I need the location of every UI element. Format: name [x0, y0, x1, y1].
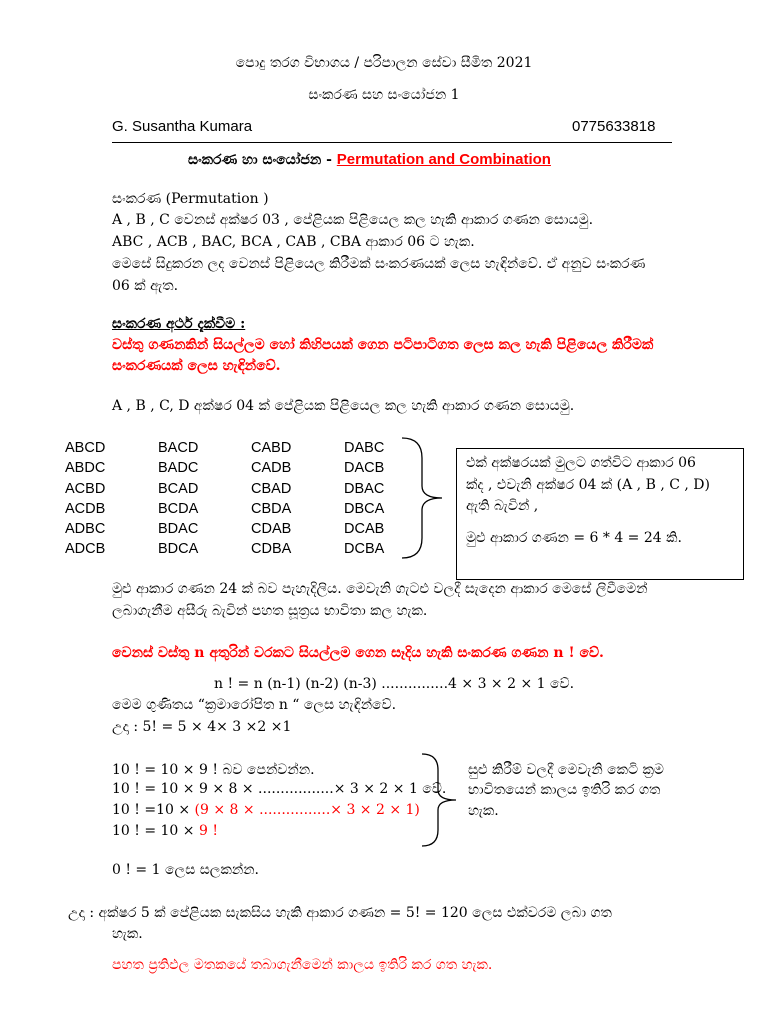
list-item: BADC: [158, 460, 199, 477]
list-item: DABC: [344, 440, 385, 456]
list-item: BDAC: [158, 521, 199, 538]
list-item: CBDA: [251, 500, 292, 517]
ten-line-3-black: 10 ! =10 ×: [112, 802, 195, 818]
list-item: CBAD: [251, 480, 292, 497]
list-item: BACD: [158, 440, 199, 456]
intro-line-1: සංකරණ (Permutation ): [112, 191, 269, 207]
list-item: ACBD: [65, 480, 106, 497]
factorial-formula: n ! = n (n-1) (n-2) (n-3) ...............4 × 3 × 2 × 1 වේ.: [214, 676, 575, 692]
definition-line-2: සංකරණයක් ලෙස හැඳින්වේ.: [112, 358, 281, 374]
example5-line-2: හැක.: [112, 926, 143, 942]
perm-column-c: [251, 438, 291, 560]
list-item: CABD: [251, 440, 292, 456]
example5-line-1: උදා : අක්ෂර 5 ක් පේළියක සැකසිය හැකි ආකාර ගණන = 5! = 120 ලෙස එක්වරම ලබා ගත: [68, 905, 612, 921]
header-divider: [112, 142, 672, 143]
permutation-rule: වෙනස් වස්තු n අතුරින් වරකට සියල්ලම ගෙන සෑදිය හැකි සංකරණ ගණන n ! වේ.: [112, 645, 604, 661]
list-item: ABDC: [65, 460, 106, 477]
heading-english: Permutation and Combination: [336, 151, 551, 168]
box-line-3: ඇති බැවින් ,: [466, 498, 539, 514]
intro-line-5: 06 ක් ඇත.: [112, 278, 179, 294]
curly-brace-icon: [418, 752, 462, 848]
box-line-2: ක්ද , එවැනි අක්ෂර 04 ක් (A , B , C , D): [466, 477, 710, 493]
footer-note: පහත ප්‍රතිඵල මතකයේ තබාගැනීමෙන් කාලය ඉතිරි කර ගත හැක.: [112, 957, 493, 973]
author-name: G. Susantha Kumara: [112, 118, 253, 135]
total-line-1: මුළු ආකාර ගණන 24 ක් බව පැහැදිලිය. මෙවැනි ගැටළු වලදී සැදෙන ආකාර මෙසේ ලිවීමෙන්: [112, 581, 648, 597]
list-item: CDBA: [251, 541, 292, 558]
list-item: BCAD: [158, 480, 199, 497]
box-line-1: එක් අක්ෂරයක් මුලට ගත්විට ආකාර 06: [466, 455, 696, 471]
ten-line-3: [112, 802, 420, 818]
intro-line-3: ABC , ACB , BAC, BCA , CAB , CBA ආකාර 06 ට හැක.: [112, 234, 475, 250]
list-item: ACDB: [65, 500, 106, 517]
note-line-2: භාවිතයෙන් කාලය ඉතිරි කර ගත: [468, 782, 661, 798]
list-item: DBCA: [344, 500, 385, 517]
curly-brace-icon: [398, 436, 448, 560]
author-phone: 0775633818: [572, 118, 656, 135]
perm-column-d: [344, 438, 384, 560]
ten-line-4: [112, 823, 218, 839]
list-item: ABCD: [65, 440, 106, 456]
perm-column-a: [65, 438, 105, 560]
list-item: DACB: [344, 460, 385, 477]
document-subtitle: සංකරණ සහ සංයෝජන 1: [308, 87, 460, 103]
list-item: ADBC: [65, 521, 106, 538]
note-line-3: හැක.: [468, 803, 499, 819]
factorial-example: උදා : 5! = 5 × 4× 3 ×2 ×1: [112, 719, 292, 735]
list-item: CADB: [251, 460, 292, 477]
box-line-4: මුළු ආකාර ගණන = 6 * 4 = 24 කි.: [466, 530, 682, 546]
ten-line-4-red: 9 !: [198, 823, 218, 839]
list-item: CDAB: [251, 521, 292, 538]
total-line-2: ලබාගැනීම අසීරු බැවින් පහත සූත්‍රය භාවිතා කල හැක.: [112, 603, 428, 619]
list-item: DCBA: [344, 541, 385, 558]
zero-factorial: 0 ! = 1 ලෙස සලකන්න.: [112, 862, 260, 878]
perm-column-b: [158, 438, 198, 560]
document-title: පොදු තරග විභාගය / පරිපාලන සේවා සීමිත 2021: [235, 55, 533, 71]
list-item: DCAB: [344, 521, 385, 538]
factorial-name: මෙම ගුණිතය “ක්‍රමාරෝපිත n “ ලෙස හැඳින්වේ.: [112, 697, 397, 713]
list-item: BCDA: [158, 500, 199, 517]
definition-title: සංකරණ අර්ථ දැක්වීම :: [112, 316, 246, 332]
ten-line-2: 10 ! = 10 × 9 × 8 × .................× 3 × 2 × 1 වේ.: [112, 781, 447, 797]
list-item: DBAC: [344, 480, 385, 497]
ten-line-4-black: 10 ! = 10 ×: [112, 823, 199, 839]
list-item: ADCB: [65, 541, 106, 558]
section-heading: [188, 151, 551, 168]
ten-line-1: 10 ! = 10 × 9 ! බව පෙන්වන්න.: [112, 762, 315, 778]
list-item: BDCA: [158, 541, 199, 558]
intro-line-2: A , B , C වෙනස් අක්ෂර 03 , පේළියක පිළියෙල කල හැකි ආකාර ගණන සොයමු.: [112, 212, 594, 228]
intro-line-4: මෙසේ සිදුකරන ලද වෙනස් පිළියෙල කිරීමක් සංකරණයක් ලෙස හැඳින්වේ. ඒ අනුව සංකරණ: [112, 256, 646, 272]
example-four-letters: A , B , C, D අක්ෂර 04 ක් පේළියක පිළියෙල කල හැකි ආකාර ගණන සොයමු.: [112, 398, 575, 414]
note-line-1: සුළු කිරීම් වලදී මෙවැනි කෙටි ක්‍රම: [468, 762, 664, 778]
definition-line-1: වස්තු ගණනකින් සියල්ලම හෝ කිහිපයක් ගෙන පටිපාටිගත ලෙස කල හැකි පිළියෙල කිරීමක්: [112, 337, 654, 353]
ten-line-3-red: (9 × 8 × ................× 3 × 2 × 1): [194, 802, 420, 818]
heading-sinhala: සංකරණ හා සංයෝජන -: [188, 152, 337, 168]
